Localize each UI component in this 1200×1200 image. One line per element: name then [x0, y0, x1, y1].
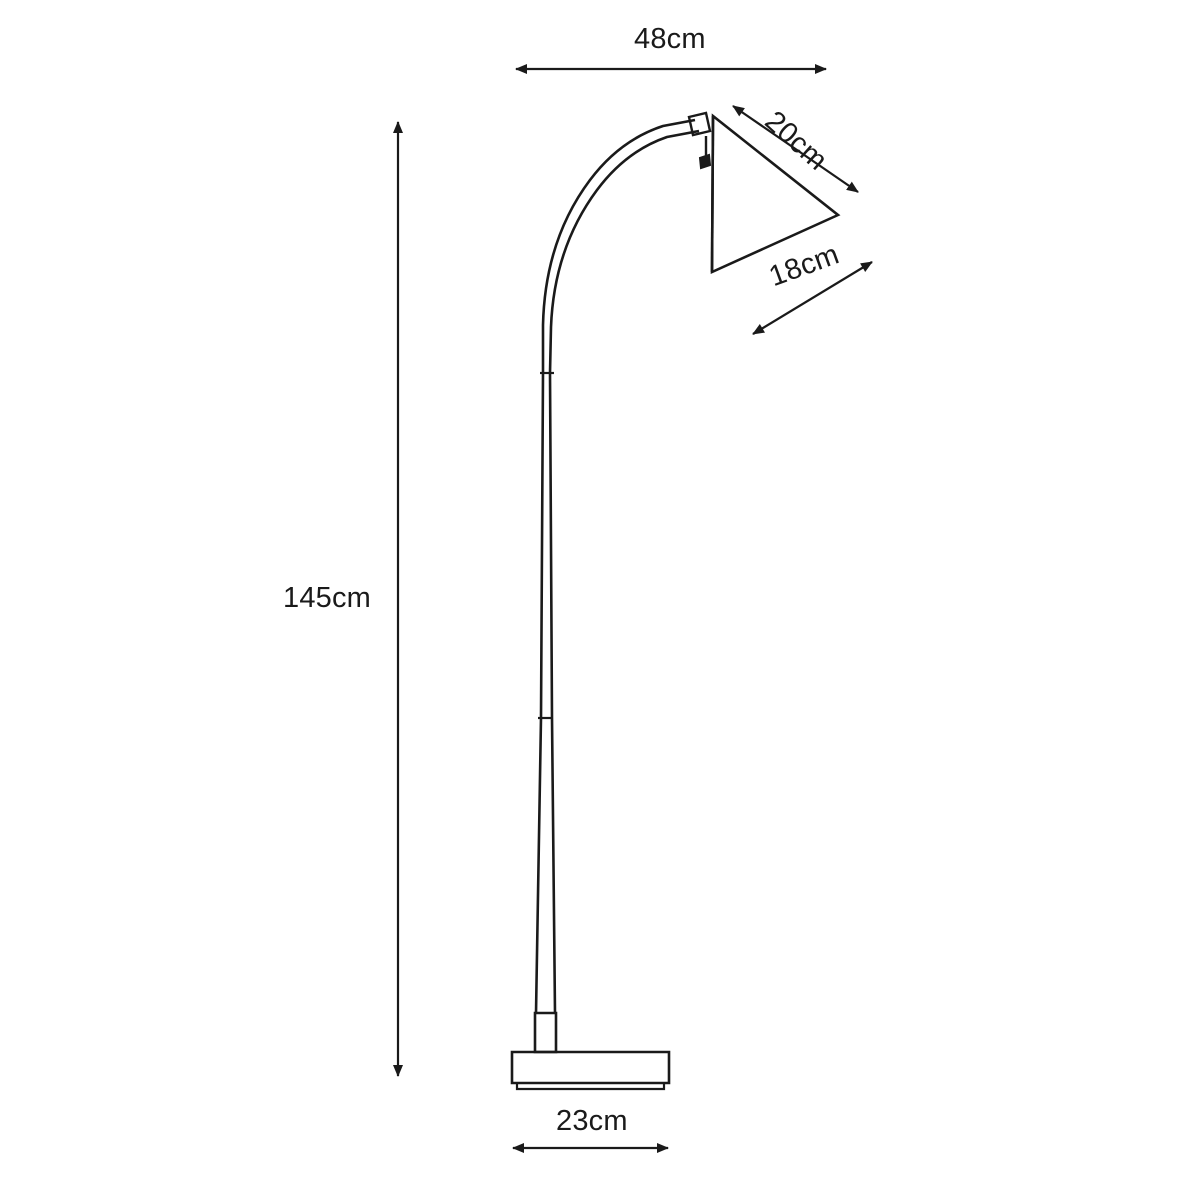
- height-dimension-label: 145cm: [283, 582, 372, 614]
- lamp-arm: [543, 120, 699, 373]
- lamp-stem: [536, 373, 555, 1013]
- lamp-base: [512, 1013, 669, 1089]
- base-width-dimension-label: 23cm: [556, 1105, 628, 1137]
- width-dimension-label: 48cm: [634, 23, 706, 55]
- shade-top-dimension-label: 20cm: [758, 105, 834, 177]
- shade-height-dimension-label: 18cm: [765, 238, 844, 294]
